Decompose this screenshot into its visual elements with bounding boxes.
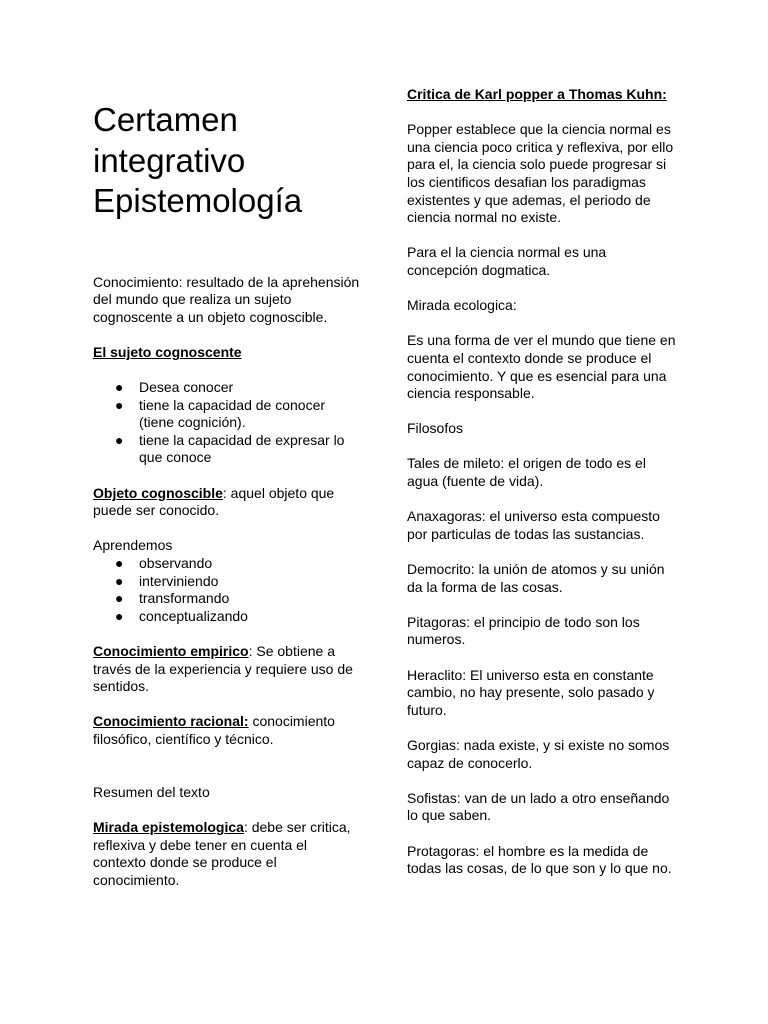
tales-paragraph: Tales de mileto: el origen de todo es el agua (fuente de vida).	[407, 455, 646, 490]
protagoras-paragraph: Protagoras: el hombre es la medida de todas las cosas, de lo que son y lo que no.	[407, 842, 672, 877]
document-title: Certamen integrativo Epistemología	[93, 101, 303, 219]
spacer	[93, 222, 363, 274]
bullet-icon: ●	[115, 607, 124, 624]
para-el-paragraph: Para el la ciencia normal es una concepción dogmatica.	[407, 244, 607, 278]
empirico-label: Conocimiento empirico	[93, 642, 249, 659]
left-column	[93, 100, 363, 889]
racional-label: Conocimiento racional:	[93, 713, 249, 730]
es-una-forma-paragraph: Es una forma de ver el mundo que tiene en cuenta el contexto donde se produce el conocimiento. Y que es esencial para una ciencia responsable.	[407, 332, 676, 402]
filosofos-label: Filosofos	[407, 420, 464, 437]
list-item: ● Desea conocer	[115, 379, 234, 396]
list-item: ● tiene la capacidad de expresar lo que conoce	[115, 431, 345, 466]
objeto-label: Objeto cognoscible	[93, 484, 223, 501]
bullet-icon: ●	[115, 431, 124, 448]
critica-heading: Critica de Karl popper a Thomas Kuhn:	[407, 86, 667, 102]
conocimiento-definition: Conocimiento: resultado de la aprehensión del mundo que realiza un sujeto cognoscente a un objeto cognoscible.	[93, 273, 360, 325]
bullet-icon: ●	[115, 396, 124, 413]
mirada-paragraph	[93, 819, 363, 889]
objeto-paragraph	[93, 485, 363, 520]
mirada-text: : debe ser critica, reflexiva y debe tener en cuenta el contexto donde se produce el conocimiento.	[93, 818, 351, 888]
empirico-text: : Se obtiene a través de la experiencia y requiere uso de sentidos.	[93, 642, 353, 695]
list-item: ● interviniendo	[115, 572, 219, 589]
heraclito-paragraph: Heraclito: El universo esta en constante cambio, no hay presente, solo pasado y futuro.	[407, 666, 655, 718]
sujeto-list	[93, 379, 363, 467]
bullet-icon: ●	[115, 572, 124, 589]
racional-text: conocimiento filosófico, científico y técnico.	[93, 713, 335, 747]
gorgias-paragraph: Gorgias: nada existe, y si existe no somos capaz de conocerlo.	[407, 736, 670, 771]
bullet-icon: ●	[115, 379, 124, 396]
mirada-ecologica-label: Mirada ecologica:	[407, 297, 517, 314]
racional-paragraph	[93, 713, 363, 748]
sujeto-heading: El sujeto cognoscente	[93, 343, 242, 360]
right-column	[407, 86, 679, 878]
empirico-paragraph	[93, 643, 363, 696]
resumen-label: Resumen del texto	[93, 783, 210, 800]
aprendemos-list	[93, 555, 363, 625]
list-item: ● transformando	[115, 590, 230, 607]
aprendemos-label: Aprendemos	[93, 537, 173, 554]
bullet-icon: ●	[115, 555, 124, 571]
list-item: ● observando	[115, 555, 213, 571]
sofistas-paragraph: Sofistas: van de un lado a otro enseñando lo que saben.	[407, 789, 670, 824]
democrito-paragraph: Democrito: la unión de atomos y su unión da la forma de las cosas.	[407, 561, 665, 595]
list-item: ● conceptualizando	[115, 607, 248, 624]
anaxagoras-paragraph: Anaxagoras: el universo esta compuesto por particulas de todas las sustancias.	[407, 508, 660, 542]
pitagoras-paragraph: Pitagoras: el principio de todo son los numeros.	[407, 613, 640, 648]
bullet-icon: ●	[115, 590, 124, 607]
mirada-label: Mirada epistemologica	[93, 818, 244, 835]
objeto-text: : aquel objeto que puede ser conocido.	[93, 484, 335, 519]
popper-paragraph: Popper establece que la ciencia normal es una ciencia poco critica y reflexiva, por ello para el, la ciencia solo puede progresar si los cientificos desafian los paradigmas existentes y que ademas, el periodo de ciencia normal no existe.	[407, 121, 674, 226]
list-item: ● tiene la capacidad de conocer (tiene cognición).	[115, 396, 326, 431]
